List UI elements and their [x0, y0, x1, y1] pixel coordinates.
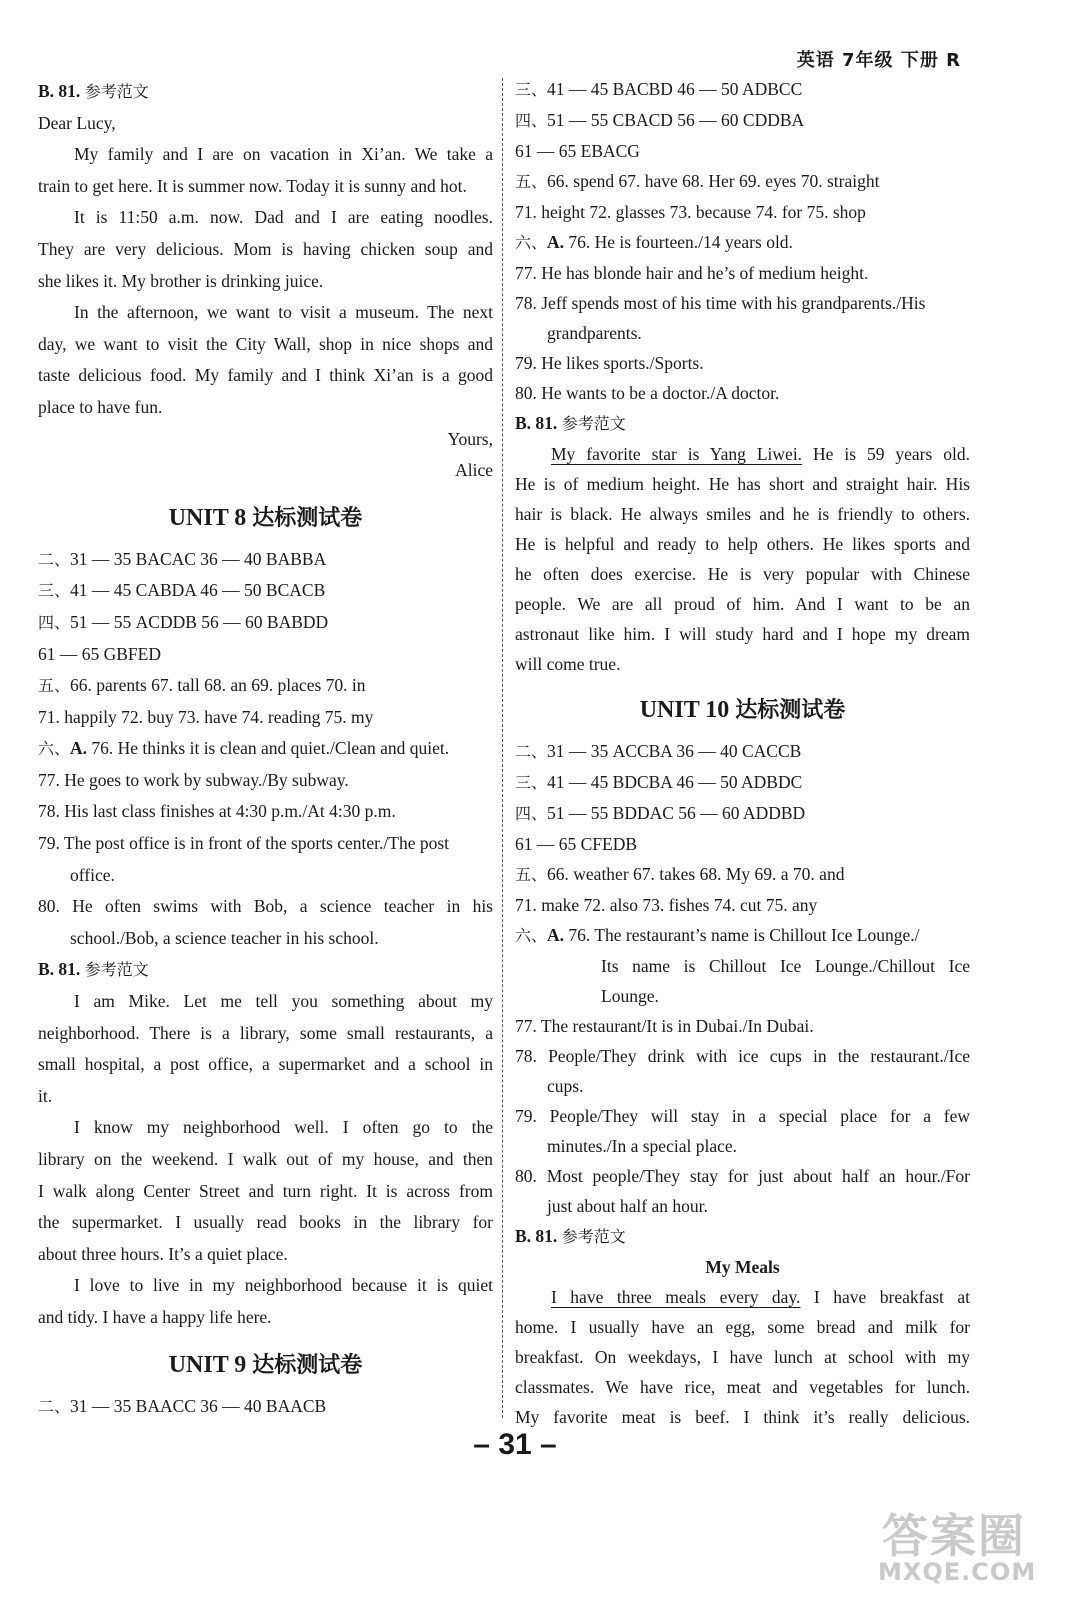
answer-line: 四、51 — 55 BDDAC 56 — 60 ADDBD — [515, 803, 806, 823]
essay-line: home. I usually have an egg, some bread and milk for — [515, 1317, 970, 1337]
answer-line: 61 — 65 EBACG — [515, 141, 640, 161]
unit9-title: UNIT 9 达标测试卷 — [168, 1351, 363, 1378]
answer-line: 四、51 — 55 ACDDB 56 — 60 BABDD — [38, 611, 329, 632]
answer-line: 78. His last class finishes at 4:30 p.m./At 4:30 p.m. — [38, 801, 396, 822]
essay-first-line: My favorite star is Yang Liwei. He is 59 years old. — [551, 444, 970, 464]
essay-line: hair is black. He always smiles and he is friendly to others. — [515, 504, 970, 524]
answer-line: grandparents. — [547, 323, 642, 343]
essay-label: B. 81. 参考范文 — [515, 413, 626, 433]
header-edition: R — [946, 50, 961, 71]
answer-line: 五、66. weather 67. takes 68. My 69. a 70. and — [515, 864, 845, 884]
essay-line: My favorite meat is beef. I think it’s really delicious. — [515, 1407, 970, 1427]
unit8-title: UNIT 8 达标测试卷 — [168, 504, 363, 531]
answer-line: 79. He likes sports./Sports. — [515, 353, 704, 373]
header-subject: 英语 — [796, 50, 835, 71]
letter-closing: Yours, — [447, 428, 493, 449]
page-number: – 31 – — [473, 1428, 557, 1461]
answer-line: 四、51 — 55 CBACD 56 — 60 CDDBA — [515, 110, 805, 130]
answer-line: office. — [70, 864, 115, 885]
letter-line: train to get here. It is summer now. Today it is sunny and hot. — [38, 175, 467, 196]
header-volume: 下册 — [900, 50, 939, 71]
answer-line: 71. height 72. glasses 73. because 74. for 75. shop — [515, 202, 866, 222]
letter-line: My family and I are on vacation in Xi’an. We take a — [74, 144, 493, 165]
answer-line: just about half an hour. — [547, 1196, 708, 1216]
answer-line: 三、41 — 45 BDCBA 46 — 50 ADBDC — [515, 772, 803, 792]
essay-label: B. 81. 参考范文 — [515, 1226, 626, 1246]
answer-line: 五、66. parents 67. tall 68. an 69. places 70. in — [38, 675, 366, 696]
letter-line: day, we want to visit the City Wall, shop in nice shops and — [38, 333, 493, 354]
answer-line: 二、31 — 35 BACAC 36 — 40 BABBA — [38, 548, 327, 569]
essay-line: He is helpful and ready to help others. He likes sports and — [515, 534, 970, 554]
letter-line: It is 11:50 a.m. now. Dad and I are eating noodles. — [74, 207, 493, 228]
answer-line: cups. — [547, 1076, 584, 1096]
answer-line: 六、A. 76. He is fourteen./14 years old. — [515, 232, 793, 252]
column-divider — [502, 78, 503, 1418]
letter-line: place to have fun. — [38, 396, 163, 417]
answer-line: 五、66. spend 67. have 68. Her 69. eyes 70. straight — [515, 171, 880, 191]
answer-line: 80. He wants to be a doctor./A doctor. — [515, 383, 780, 403]
answer-line: 三、41 — 45 BACBD 46 — 50 ADBCC — [515, 79, 803, 99]
answer-line: 71. happily 72. buy 73. have 74. reading 75. my — [38, 706, 374, 727]
answer-line: 二、31 — 35 ACCBA 36 — 40 CACCB — [515, 741, 802, 761]
letter-line: They are very delicious. Mom is having chicken soup and — [38, 238, 493, 259]
answer-line: 77. He has blonde hair and he’s of medium height. — [515, 263, 869, 283]
right-column — [515, 74, 970, 1432]
letter-line: In the afternoon, we want to visit a museum. The next — [74, 302, 493, 323]
essay-label: B. 81. 参考范文 — [38, 959, 149, 980]
answer-line: Lounge. — [601, 986, 659, 1006]
answer-line: 六、A. 76. The restaurant’s name is Chillout Ice Lounge./ — [515, 925, 920, 945]
essay-topic-sentence: My favorite star is Yang Liwei. — [551, 444, 803, 464]
answer-line: minutes./In a special place. — [547, 1136, 737, 1156]
letter-signature: Alice — [455, 460, 493, 481]
essay-line: I walk along Center Street and turn right. It is across from — [38, 1180, 493, 1201]
essay-line: will come true. — [515, 654, 621, 674]
answer-line: 78. People/They drink with ice cups in the restaurant./Ice — [515, 1046, 970, 1066]
answer-line: 78. Jeff spends most of his time with his grandparents./His — [515, 293, 926, 313]
answer-line: 61 — 65 GBFED — [38, 643, 161, 664]
answer-line: 77. He goes to work by subway./By subway. — [38, 769, 349, 790]
answer-line: school./Bob, a science teacher in his school. — [70, 927, 379, 948]
answer-line: 61 — 65 CFEDB — [515, 834, 638, 854]
answer-line: 71. make 72. also 73. fishes 74. cut 75. any — [515, 895, 818, 915]
essay-line: neighborhood. There is a library, some small restaurants, a — [38, 1022, 493, 1043]
essay-line: it. — [38, 1085, 53, 1106]
essay-line: breakfast. On weekdays, I have lunch at school with my — [515, 1347, 970, 1367]
answer-line: 六、A. 76. He thinks it is clean and quiet./Clean and quiet. — [38, 738, 450, 759]
letter-line: she likes it. My brother is drinking juice. — [38, 270, 324, 291]
answer-line: 79. People/They will stay in a special place for a few — [515, 1106, 970, 1126]
essay-line: classmates. We have rice, meat and vegetables for lunch. — [515, 1377, 970, 1397]
essay-line: about three hours. It’s a quiet place. — [38, 1243, 288, 1264]
answer-line: 80. He often swims with Bob, a science teacher in his — [38, 896, 493, 917]
header-grade: 7年级 — [842, 50, 894, 71]
essay-label: B. 81. 参考范文 — [38, 81, 149, 101]
essay-line: and tidy. I have a happy life here. — [38, 1306, 272, 1327]
watermark-en: MXQE.COM — [878, 1558, 1037, 1586]
answer-line: 79. The post office is in front of the sports center./The post — [38, 833, 450, 854]
essay-line: He is of medium height. He has short and straight hair. His — [515, 474, 970, 494]
page-header — [797, 46, 961, 72]
answer-line: Its name is Chillout Ice Lounge./Chillout Ice — [601, 956, 970, 976]
answer-line: 三、41 — 45 CABDA 46 — 50 BCACB — [38, 580, 326, 601]
essay-line: astronaut like him. I will study hard and I hope my dream — [515, 624, 970, 644]
essay-line: I know my neighborhood well. I often go to the — [74, 1117, 493, 1138]
essay-line: people. We are all proud of him. And I want to be an — [515, 594, 970, 614]
essay-line: he often does exercise. He is very popular with Chinese — [515, 564, 970, 584]
watermark-cn: 答案圈 — [882, 1509, 1026, 1563]
essay-topic-sentence: I have three meals every day. — [551, 1287, 801, 1307]
unit10-title: UNIT 10 达标测试卷 — [639, 697, 846, 723]
essay-line: I love to live in my neighborhood because it is quiet — [74, 1275, 493, 1296]
essay-first-line: I have three meals every day. I have breakfast at — [551, 1287, 970, 1307]
letter-line: taste delicious food. My family and I think Xi’an is a good — [38, 365, 493, 386]
watermark-logo — [872, 1500, 1077, 1590]
answer-line: 77. The restaurant/It is in Dubai./In Dubai. — [515, 1016, 814, 1036]
letter-salutation: Dear Lucy, — [38, 112, 116, 133]
essay-title: My Meals — [705, 1257, 780, 1277]
essay-line: library on the weekend. I walk out of my house, and then — [38, 1149, 493, 1169]
essay-line: I am Mike. Let me tell you something about my — [74, 991, 493, 1012]
essay-line: the supermarket. I usually read books in the library for — [38, 1212, 493, 1233]
essay-line: small hospital, a post office, a supermarket and a school in — [38, 1054, 493, 1075]
answer-line: 80. Most people/They stay for just about half an hour./For — [515, 1166, 970, 1186]
answer-line: 二、31 — 35 BAACC 36 — 40 BAACB — [38, 1395, 327, 1416]
left-column — [38, 76, 493, 1422]
